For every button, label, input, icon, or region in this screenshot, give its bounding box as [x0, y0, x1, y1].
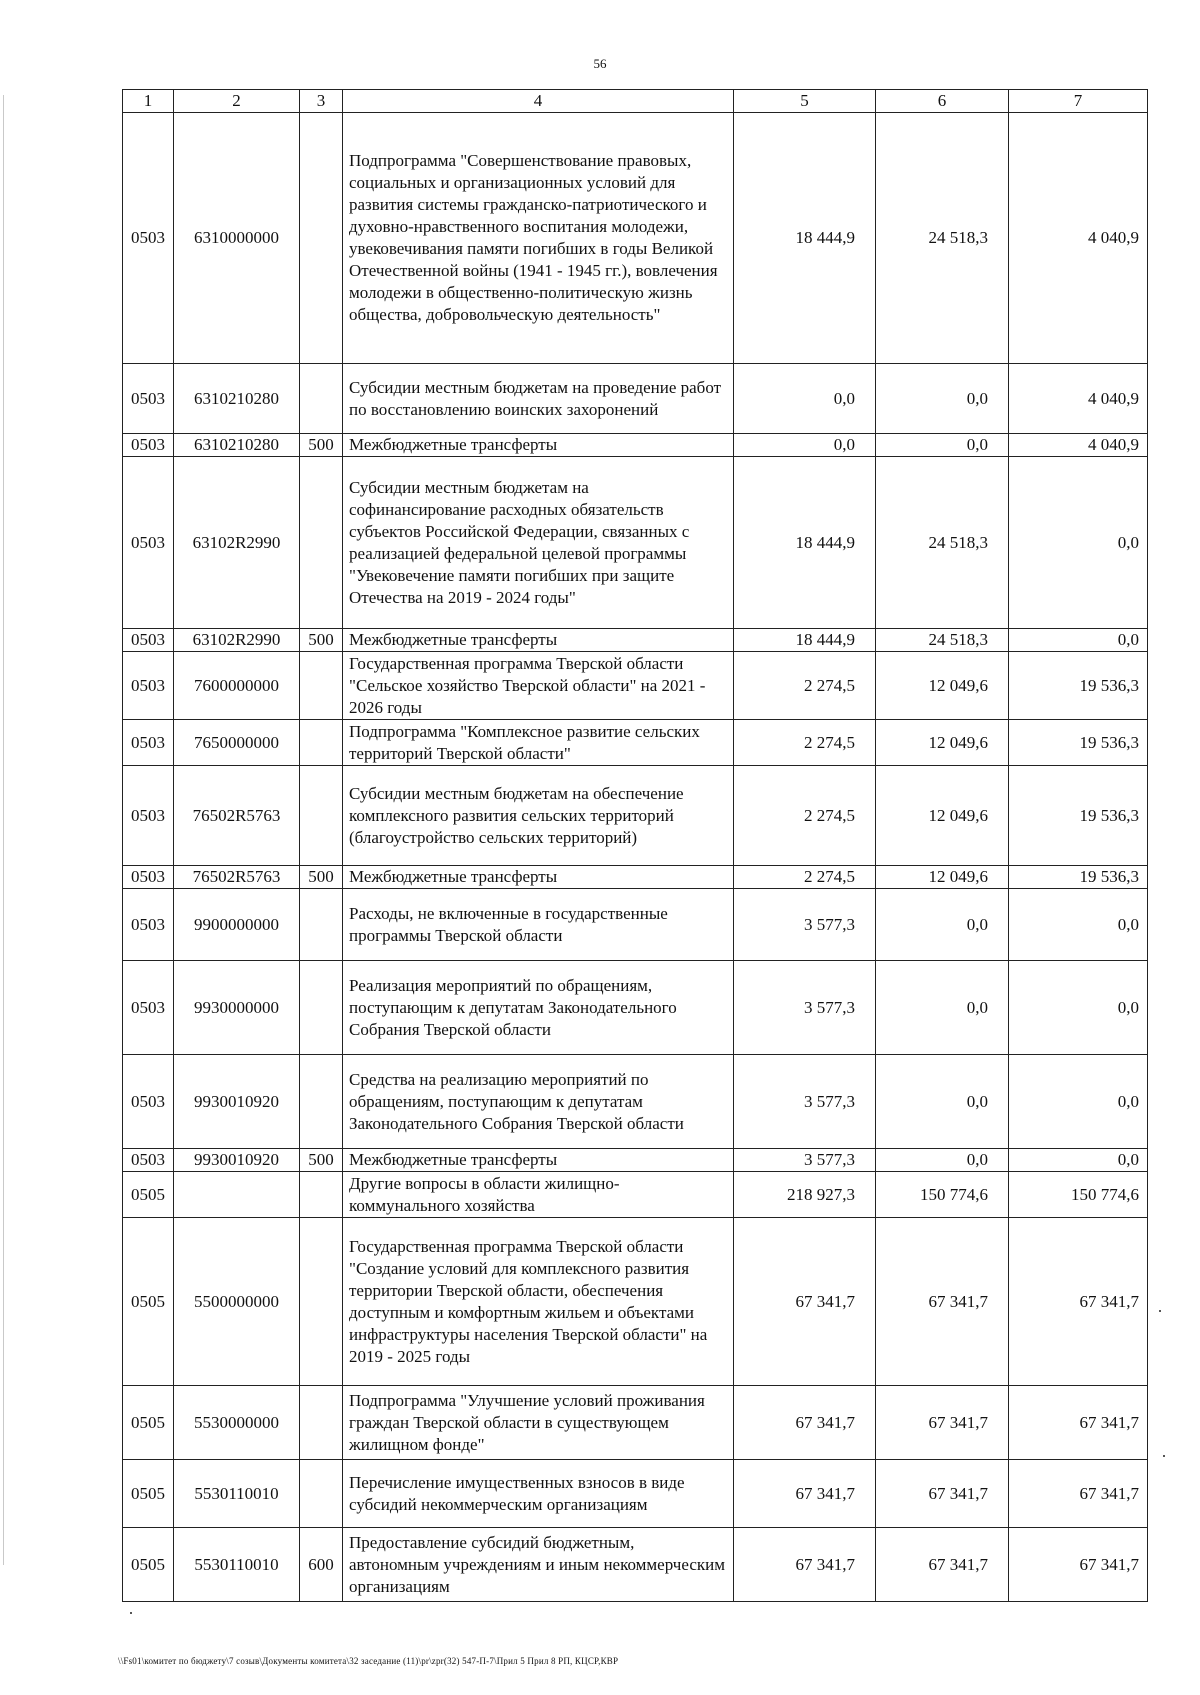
header-row — [123, 90, 1148, 113]
item-description: Предоставление субсидий бюджетным, автономным учреждениям и иным некоммерческим организациям — [343, 1528, 734, 1602]
section-code: 0503 — [123, 866, 174, 889]
expense-type-code — [300, 457, 343, 629]
amount-col6: 24 518,3 — [876, 629, 1009, 652]
table-row — [123, 766, 1148, 866]
target-article-code: 76502R5763 — [174, 766, 300, 866]
target-article-code: 5530000000 — [174, 1386, 300, 1460]
amount-col6: 67 341,7 — [876, 1218, 1009, 1386]
item-description: Межбюджетные трансферты — [343, 434, 734, 457]
table-row — [123, 1460, 1148, 1528]
section-code: 0505 — [123, 1528, 174, 1602]
expense-type-code — [300, 1460, 343, 1528]
amount-col7: 0,0 — [1009, 1149, 1148, 1172]
header-cell: 3 — [300, 90, 343, 113]
target-article-code: 5500000000 — [174, 1218, 300, 1386]
amount-col5: 2 274,5 — [734, 766, 876, 866]
amount-col6: 67 341,7 — [876, 1386, 1009, 1460]
table-row — [123, 961, 1148, 1055]
scan-speck — [1163, 1455, 1165, 1457]
amount-col6: 67 341,7 — [876, 1460, 1009, 1528]
amount-col7: 0,0 — [1009, 457, 1148, 629]
scan-margin-line — [3, 95, 4, 1565]
section-code: 0503 — [123, 961, 174, 1055]
target-article-code: 6310210280 — [174, 434, 300, 457]
target-article-code: 5530110010 — [174, 1460, 300, 1528]
amount-col6: 12 049,6 — [876, 720, 1009, 766]
amount-col5: 67 341,7 — [734, 1528, 876, 1602]
section-code: 0503 — [123, 629, 174, 652]
expense-type-code — [300, 1218, 343, 1386]
amount-col5: 2 274,5 — [734, 866, 876, 889]
amount-col5: 3 577,3 — [734, 889, 876, 961]
expense-type-code — [300, 1172, 343, 1218]
section-code: 0503 — [123, 720, 174, 766]
item-description: Подпрограмма "Совершенствование правовых, социальных и организационных условий для развития системы гражданско-патриотического и духовно-нравственного воспитания молодежи, увековечивания памяти погибших в годы Великой Отечественной войны (1941 - 1945 гг.), вовлечения молодежи в общественно-политическую жизнь общества, добровольческую деятельность" — [343, 113, 734, 364]
expense-type-code: 500 — [300, 434, 343, 457]
header-cell: 2 — [174, 90, 300, 113]
item-description: Другие вопросы в области жилищно-коммунального хозяйства — [343, 1172, 734, 1218]
budget-table — [122, 89, 1148, 1602]
header-cell: 5 — [734, 90, 876, 113]
table-row — [123, 1149, 1148, 1172]
amount-col5: 18 444,9 — [734, 629, 876, 652]
table-row — [123, 889, 1148, 961]
section-code: 0503 — [123, 434, 174, 457]
amount-col5: 18 444,9 — [734, 113, 876, 364]
header-cell: 7 — [1009, 90, 1148, 113]
amount-col5: 67 341,7 — [734, 1460, 876, 1528]
item-description: Субсидии местным бюджетам на проведение работ по восстановлению воинских захоронений — [343, 364, 734, 434]
page-number: 56 — [593, 56, 607, 71]
expense-type-code: 500 — [300, 629, 343, 652]
amount-col7: 4 040,9 — [1009, 434, 1148, 457]
amount-col5: 218 927,3 — [734, 1172, 876, 1218]
amount-col5: 0,0 — [734, 434, 876, 457]
amount-col7: 67 341,7 — [1009, 1460, 1148, 1528]
table-row — [123, 652, 1148, 720]
expense-type-code: 500 — [300, 1149, 343, 1172]
amount-col7: 4 040,9 — [1009, 113, 1148, 364]
expense-type-code: 600 — [300, 1528, 343, 1602]
header-cell: 6 — [876, 90, 1009, 113]
table-row — [123, 866, 1148, 889]
amount-col5: 67 341,7 — [734, 1218, 876, 1386]
expense-type-code — [300, 113, 343, 364]
item-description: Субсидии местным бюджетам на софинансирование расходных обязательств субъектов Российской Федерации, связанных с реализацией федеральной целевой программы "Увековечение памяти погибших при защите Отечества на 2019 - 2024 годы" — [343, 457, 734, 629]
amount-col5: 2 274,5 — [734, 720, 876, 766]
amount-col5: 0,0 — [734, 364, 876, 434]
amount-col7: 19 536,3 — [1009, 720, 1148, 766]
expense-type-code: 500 — [300, 866, 343, 889]
scan-speck — [1159, 1310, 1161, 1312]
header-cell: 4 — [343, 90, 734, 113]
amount-col5: 18 444,9 — [734, 457, 876, 629]
item-description: Субсидии местным бюджетам на обеспечение комплексного развития сельских территорий (благоустройство сельских территорий) — [343, 766, 734, 866]
target-article-code: 9930000000 — [174, 961, 300, 1055]
item-description: Государственная программа Тверской области "Сельское хозяйство Тверской области" на 2021 - 2026 годы — [343, 652, 734, 720]
amount-col6: 0,0 — [876, 961, 1009, 1055]
table-row — [123, 1528, 1148, 1602]
amount-col7: 150 774,6 — [1009, 1172, 1148, 1218]
item-description: Межбюджетные трансферты — [343, 866, 734, 889]
scan-speck — [130, 1612, 132, 1614]
section-code: 0505 — [123, 1386, 174, 1460]
amount-col7: 0,0 — [1009, 961, 1148, 1055]
item-description: Межбюджетные трансферты — [343, 629, 734, 652]
table-row — [123, 1172, 1148, 1218]
amount-col5: 3 577,3 — [734, 1149, 876, 1172]
expense-type-code — [300, 766, 343, 866]
amount-col6: 67 341,7 — [876, 1528, 1009, 1602]
amount-col6: 12 049,6 — [876, 766, 1009, 866]
item-description: Подпрограмма "Комплексное развитие сельских территорий Тверской области" — [343, 720, 734, 766]
amount-col6: 0,0 — [876, 434, 1009, 457]
amount-col7: 0,0 — [1009, 629, 1148, 652]
amount-col7: 19 536,3 — [1009, 766, 1148, 866]
target-article-code: 7600000000 — [174, 652, 300, 720]
target-article-code: 7650000000 — [174, 720, 300, 766]
item-description: Средства на реализацию мероприятий по обращениям, поступающим к депутатам Законодательного Собрания Тверской области — [343, 1055, 734, 1149]
header-cell: 1 — [123, 90, 174, 113]
amount-col7: 67 341,7 — [1009, 1218, 1148, 1386]
section-code: 0503 — [123, 457, 174, 629]
item-description: Расходы, не включенные в государственные программы Тверской области — [343, 889, 734, 961]
amount-col7: 0,0 — [1009, 889, 1148, 961]
section-code: 0503 — [123, 1149, 174, 1172]
amount-col6: 12 049,6 — [876, 652, 1009, 720]
target-article-code — [174, 1172, 300, 1218]
target-article-code: 9900000000 — [174, 889, 300, 961]
table-row — [123, 1055, 1148, 1149]
expense-type-code — [300, 961, 343, 1055]
amount-col6: 24 518,3 — [876, 113, 1009, 364]
item-description: Подпрограмма "Улучшение условий проживания граждан Тверской области в существующем жилищном фонде" — [343, 1386, 734, 1460]
amount-col6: 0,0 — [876, 1055, 1009, 1149]
table-row — [123, 1218, 1148, 1386]
amount-col7: 19 536,3 — [1009, 652, 1148, 720]
amount-col6: 12 049,6 — [876, 866, 1009, 889]
amount-col6: 150 774,6 — [876, 1172, 1009, 1218]
item-description: Реализация мероприятий по обращениям, поступающим к депутатам Законодательного Собрания Тверской области — [343, 961, 734, 1055]
table-row — [123, 629, 1148, 652]
target-article-code: 6310210280 — [174, 364, 300, 434]
amount-col7: 67 341,7 — [1009, 1528, 1148, 1602]
amount-col5: 3 577,3 — [734, 961, 876, 1055]
amount-col7: 67 341,7 — [1009, 1386, 1148, 1460]
section-code: 0503 — [123, 364, 174, 434]
expense-type-code — [300, 720, 343, 766]
amount-col5: 67 341,7 — [734, 1386, 876, 1460]
target-article-code: 6310000000 — [174, 113, 300, 364]
target-article-code: 9930010920 — [174, 1149, 300, 1172]
amount-col6: 24 518,3 — [876, 457, 1009, 629]
target-article-code: 5530110010 — [174, 1528, 300, 1602]
table-row — [123, 113, 1148, 364]
target-article-code: 63102R2990 — [174, 457, 300, 629]
table-row — [123, 720, 1148, 766]
amount-col7: 4 040,9 — [1009, 364, 1148, 434]
target-article-code: 76502R5763 — [174, 866, 300, 889]
target-article-code: 9930010920 — [174, 1055, 300, 1149]
item-description: Перечисление имущественных взносов в виде субсидий некоммерческим организациям — [343, 1460, 734, 1528]
amount-col7: 19 536,3 — [1009, 866, 1148, 889]
expense-type-code — [300, 652, 343, 720]
expense-type-code — [300, 889, 343, 961]
item-description: Межбюджетные трансферты — [343, 1149, 734, 1172]
section-code: 0505 — [123, 1218, 174, 1386]
amount-col5: 3 577,3 — [734, 1055, 876, 1149]
table-row — [123, 434, 1148, 457]
section-code: 0505 — [123, 1460, 174, 1528]
expense-type-code — [300, 1055, 343, 1149]
table-row — [123, 364, 1148, 434]
table-row — [123, 1386, 1148, 1460]
section-code: 0505 — [123, 1172, 174, 1218]
table-row — [123, 457, 1148, 629]
section-code: 0503 — [123, 1055, 174, 1149]
section-code: 0503 — [123, 889, 174, 961]
file-path-footer: \\Fs01\комитет по бюджету\7 созыв\Документы комитета\32 заседание (11)\pr\zpr(32) 547-П-7\Прил 5 Прил 8 РП, КЦСР,КВР — [118, 1656, 619, 1666]
amount-col6: 0,0 — [876, 1149, 1009, 1172]
amount-col5: 2 274,5 — [734, 652, 876, 720]
amount-col6: 0,0 — [876, 889, 1009, 961]
expense-type-code — [300, 364, 343, 434]
amount-col6: 0,0 — [876, 364, 1009, 434]
amount-col7: 0,0 — [1009, 1055, 1148, 1149]
expense-type-code — [300, 1386, 343, 1460]
item-description: Государственная программа Тверской области "Создание условий для комплексного развития территории Тверской области, обеспечения доступным и комфортным жильем и объектами инфраструктуры населения Тверской области" на 2019 - 2025 годы — [343, 1218, 734, 1386]
target-article-code: 63102R2990 — [174, 629, 300, 652]
section-code: 0503 — [123, 652, 174, 720]
section-code: 0503 — [123, 113, 174, 364]
section-code: 0503 — [123, 766, 174, 866]
